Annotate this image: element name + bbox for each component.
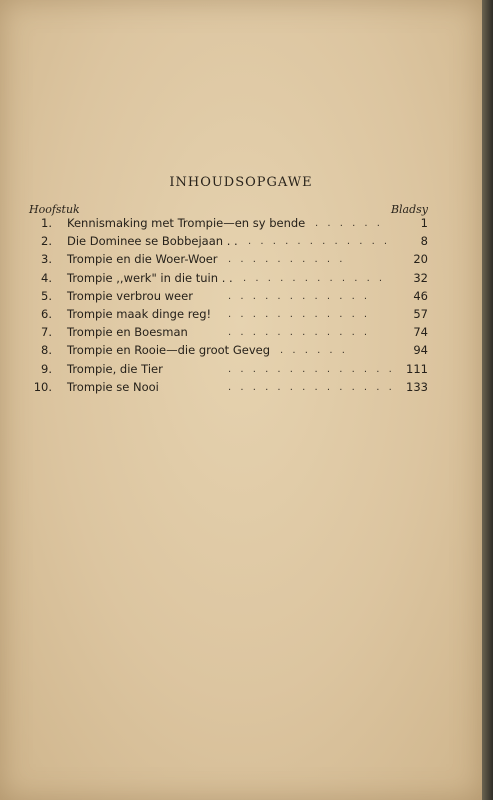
page-number: 94 [413,343,428,358]
toc-entry [0,289,482,307]
page-number: 20 [413,252,428,267]
leader-dots: . . . . . . [280,345,348,357]
chapter-title: Trompie en die Woer-Woer [67,252,218,267]
chapter-number: 7. [41,325,52,340]
toc-entry [0,325,482,343]
page-number: 46 [413,288,428,303]
page-number: 8 [420,234,428,249]
page-number: 111 [406,361,428,376]
toc-entry [0,216,482,234]
toc-entry [0,271,482,289]
page-number: 74 [413,325,428,340]
chapter-number: 4. [41,270,52,285]
leader-dots: . . . . . . . . . . [228,254,346,266]
leader-dots: . . . . . . . . . . . . [243,272,386,284]
chapter-title: Trompie verbrou weer [67,288,193,303]
chapter-title: Kennismaking met Trompie—en sy bende [67,216,306,230]
chapter-number: 6. [41,306,52,321]
chapter-title: Trompie ,,werk" in die tuin . . [67,270,233,285]
toc-entry [0,362,482,380]
table-of-contents [0,216,482,398]
toc-entry [0,252,482,270]
page-number: 57 [413,306,428,321]
chapter-title: Trompie en Rooie—die groot Geveg [67,343,271,358]
chapter-title: Trompie se Nooi [67,379,159,394]
chapter-number: 8. [41,343,52,358]
page-column-header: Bladsy [390,203,428,216]
chapter-title: Trompie en Boesman [67,325,188,340]
chapter-title: Die Dominee se Bobbejaan . . [67,234,238,249]
leader-dots: . . . . . . . . . . . . [228,327,371,339]
chapter-title: Trompie, die Tier [67,361,163,376]
leader-dots: . . . . . . . . . . . . . . [228,363,395,375]
chapter-number: 5. [41,288,52,303]
chapter-number: 2. [41,234,52,249]
page-number: 1 [420,216,428,230]
toc-entry [0,307,482,325]
book-edge [482,0,493,800]
page-number: 133 [406,379,428,394]
chapter-number: 1. [41,216,52,230]
leader-dots: . . . . . . . . . . . . [248,236,391,248]
chapter-column-header: Hoofstuk [29,203,80,216]
chapter-number: 9. [41,361,52,376]
leader-dots: . . . . . . . . . . . . [228,308,371,320]
toc-entry [0,380,482,398]
toc-entry [0,234,482,252]
leader-dots: . . . . . . . . . . . . [228,290,371,302]
chapter-title: Trompie maak dinge reg! [67,306,212,321]
toc-entry [0,343,482,361]
page-number: 32 [413,270,428,285]
leader-dots: . . . . . . . . . . . . . . [228,381,395,393]
chapter-number: 10. [33,379,52,394]
leader-dots: . . . . . . [315,218,383,229]
chapter-number: 3. [41,252,52,267]
page-title: INHOUDSOPGAWE [169,175,313,190]
